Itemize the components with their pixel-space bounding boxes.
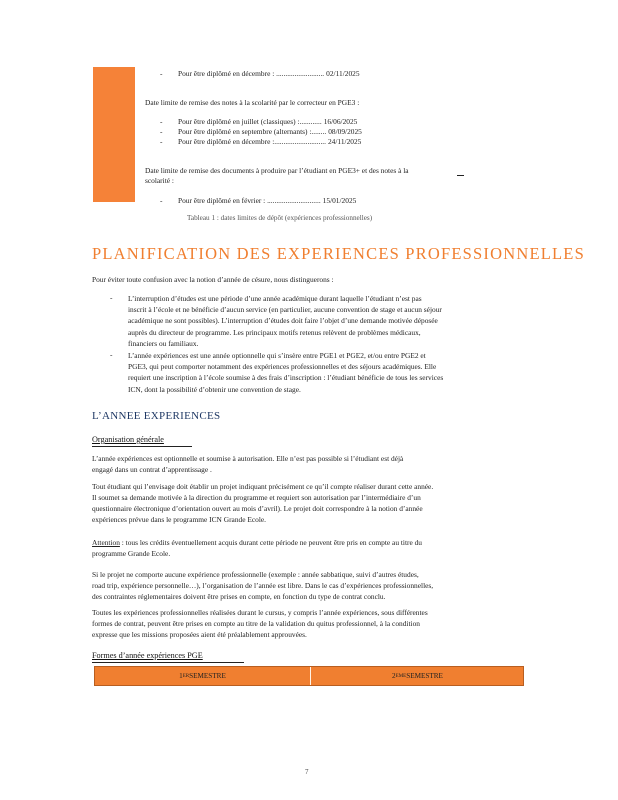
definition-annee: L’année expériences est une année optionnelle qui s’insère entre PGE1 et PGE2, et/ou entre PGE2 et PGE3, qui peut comporter notamment des expériences professionnelles et des séjours académiques. Elle requiert une inscription à l’école soumise à des frais d’inscription : l’étudiant bénéficie de tous les services ICN, dont la possibilité d’obtenir une convention de stage. (128, 351, 444, 394)
notes-deadline-title: Date limite de remise des notes à la scolarité par le correcteur en PGE3 : (145, 98, 360, 107)
bullet-dash: - (110, 350, 113, 359)
forms-title: Formes d’année expériences PGE (92, 651, 203, 660)
intro-text: Pour éviter toute confusion avec la notion d’année de césure, nous distinguerons : (92, 275, 334, 284)
page-number: 7 (305, 768, 309, 776)
semester-table-header (94, 666, 524, 686)
underline-mark (457, 175, 464, 176)
table-caption: Tableau 1 : dates limites de dépôt (expériences professionnelles) (187, 214, 373, 222)
table-header-cell-1: 1 ER SEMESTRE (179, 672, 226, 680)
paragraph-4: Si le projet ne comporte aucune expérience professionnelle (exemple : année sabbatique, suivi d’autres études, road trip, expérience personnelle…), l’organisation de l’année est libre. Dans le cas d’expériences professionnelles, des contraintes réglementaires doivent être prises en compte, en fonction du type de contrat conclu. (92, 570, 434, 601)
orange-accent-bar (93, 67, 135, 202)
docs-deadline-title-line1: Date limite de remise des documents à produire par l’étudiant en PGE3+ et des notes à la (145, 166, 409, 175)
docs-deadline-title-line2: scolarité : (145, 176, 174, 185)
attention-label: Attention (92, 538, 120, 547)
paragraph-1: L’année expériences est optionnelle et soumise à autorisation. Elle n’est pas possible si l’étudiant est déjà engagé dans un contrat d’apprentissage . (92, 454, 404, 474)
org-title: Organisation générale (92, 435, 164, 444)
definition-interruption: L’interruption d’études est une période d’une année académique durant laquelle l’étudiant n’est pas inscrit à l’école et ne bénéficie d’aucun service (en particulier, aucune convention de stage et aucun séjour académique ne sont possibles). L’interruption d’études doit faire l’objet d’une demande motivée déposée auprès du directeur de programme. Les principaux motifs retenus relèvent de problèmes médicaux, financiers ou familiaux. (128, 294, 442, 348)
subsection-title: L’ANNEE EXPERIENCES (92, 410, 221, 422)
forms-title-underline (92, 662, 244, 663)
bullet-dash: - (110, 293, 113, 302)
org-title-underline (92, 446, 192, 447)
paragraph-2: Tout étudiant qui l’envisage doit établir un projet indiquant précisément ce qu’il compte réaliser durant cette année. Il soumet sa demande motivée à la direction du programme et requiert son autorisation par l’intermédiaire d’un questionnaire électronique d’orientation ouvert au mois d’avril). Le projet doit correspondre à la notion d’année expériences prévue dans le programme ICN Grande Ecole. (92, 482, 434, 524)
section-title: PLANIFICATION DES EXPERIENCES PROFESSIONNELLES (92, 244, 585, 263)
table-header-cell-2: 2 EME SEMESTRE (392, 672, 443, 680)
paragraph-5: Toutes les expériences professionnelles réalisées durant le cursus, y compris l’année expériences, sous différentes formes de contrat, peuvent être prises en compte au titre de la validation du quitus professionnel, à la condition expresse que les missions proposées aient été préalablement approuvées. (92, 608, 428, 639)
paragraph-3: Attention : tous les crédits éventuellement acquis durant cette période ne peuvent être pris en compte au titre du programme Grande Ecole. (92, 538, 423, 558)
